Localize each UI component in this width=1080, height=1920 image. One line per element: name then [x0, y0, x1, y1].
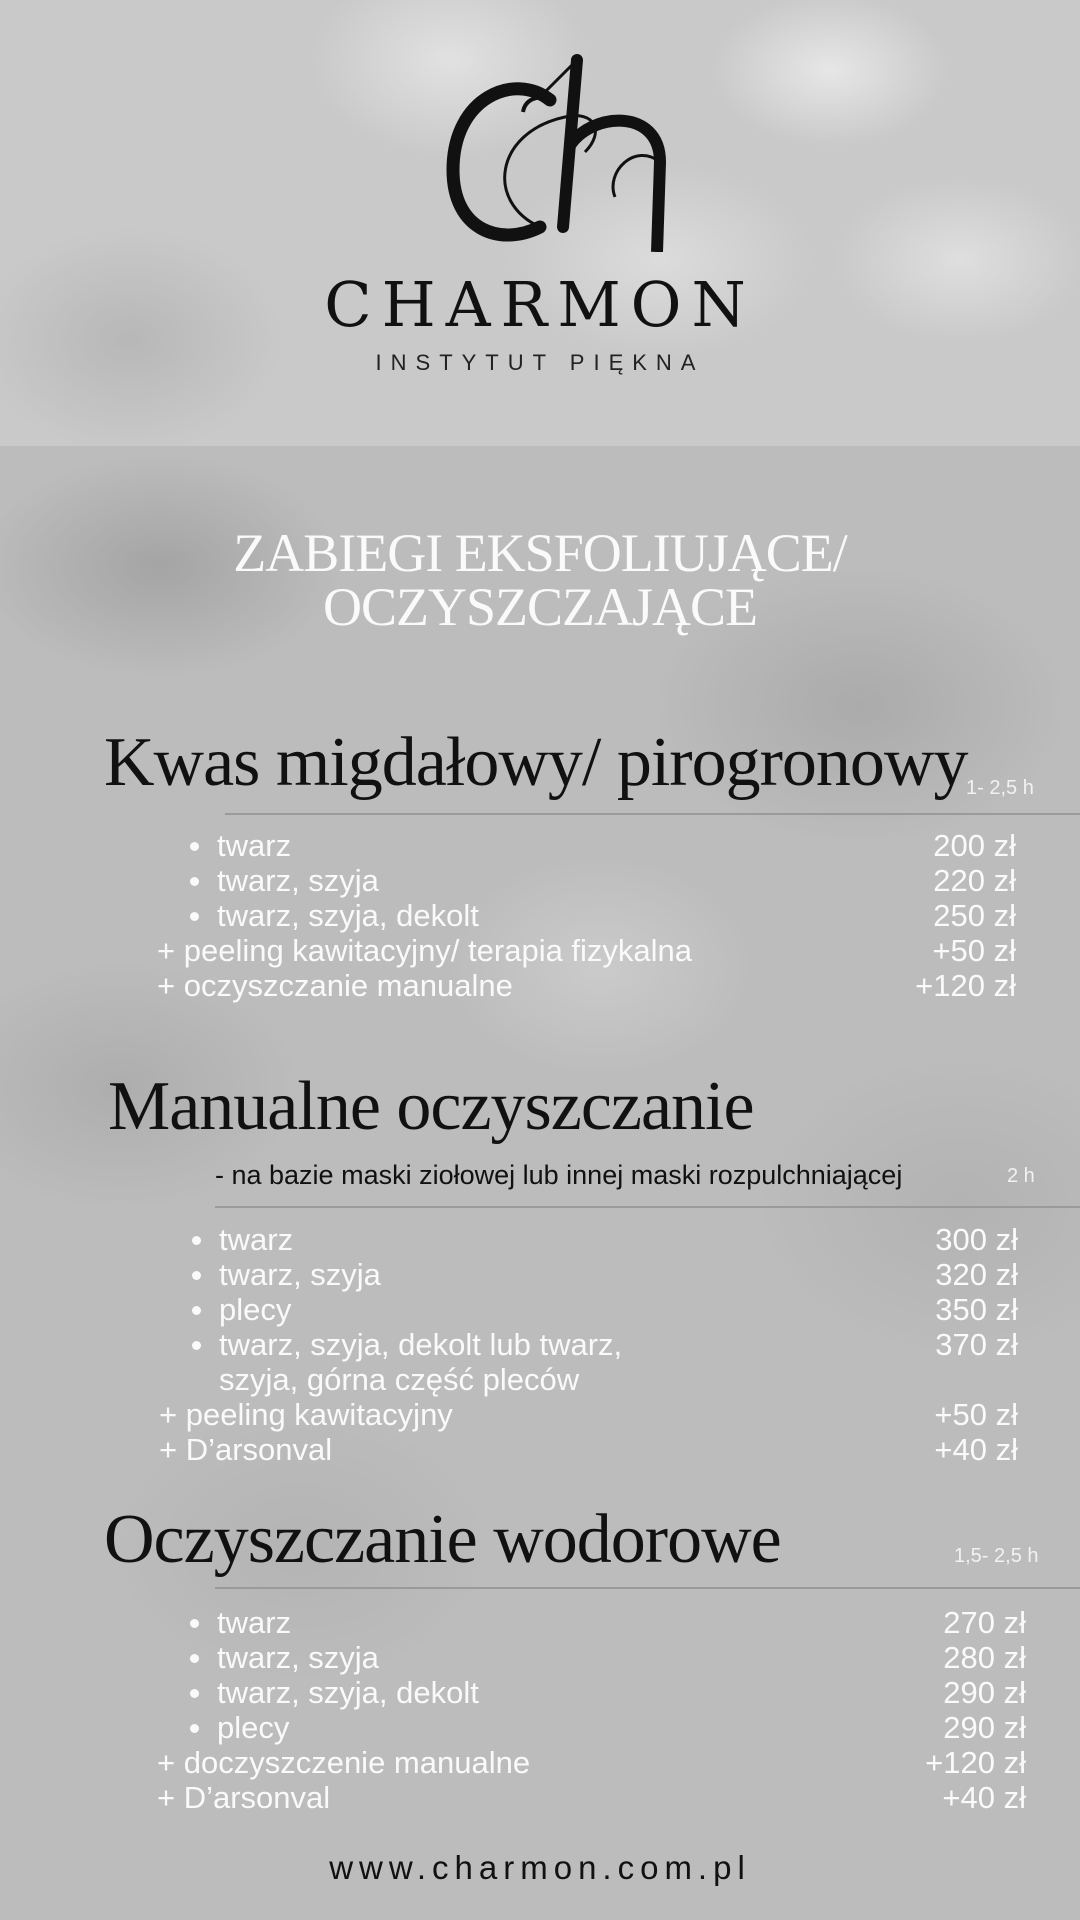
section-note-manualne: - na bazie maski ziołowej lub innej maski rozpulchniającej — [215, 1160, 903, 1190]
item-price: 290 zł — [943, 1675, 1026, 1710]
item-price: 270 zł — [943, 1605, 1026, 1640]
addon-price: +40 zł — [942, 1780, 1026, 1815]
item-price: 250 zł — [933, 898, 1016, 933]
item-label: twarz, szyja, dekolt lub twarz, — [219, 1327, 623, 1362]
addon-price: +120 zł — [925, 1745, 1026, 1780]
section-duration-manualne: 2 h — [1007, 1165, 1035, 1187]
addon-price: +40 zł — [934, 1432, 1018, 1467]
addon-label: + D’arsonval — [159, 1432, 333, 1467]
item-label: twarz, szyja, dekolt — [217, 898, 479, 933]
section-duration-kwas: 1- 2,5 h — [966, 777, 1034, 799]
brand-name: CHARMON — [324, 268, 756, 341]
list-item — [190, 1327, 1018, 1397]
item-price: 220 zł — [933, 863, 1016, 898]
addon-price: +120 zł — [915, 968, 1016, 1003]
bullet-icon — [190, 1654, 199, 1663]
bullet-icon — [190, 1689, 199, 1698]
bullet-icon — [190, 877, 199, 886]
item-price: 370 zł — [935, 1327, 1018, 1362]
section-divider — [215, 1587, 1080, 1589]
bullet-icon — [192, 1271, 201, 1280]
section-divider — [215, 1206, 1080, 1208]
bullet-icon — [190, 1619, 199, 1628]
addon-label: + peeling kawitacyjny/ terapia fizykalna — [157, 933, 693, 968]
bullet-icon — [190, 842, 199, 851]
page-title — [190, 523, 890, 637]
addon-label: + D’arsonval — [157, 1780, 331, 1815]
item-label: twarz, szyja — [219, 1257, 381, 1292]
section-divider — [225, 813, 1080, 815]
charmon-monogram-logo — [445, 52, 675, 252]
section-title-manualne: Manualne oczyszczanie — [108, 1068, 754, 1145]
website-link[interactable]: www.charmon.com.pl — [329, 1849, 751, 1886]
brand-subtitle: INSTYTUT PIĘKNA — [375, 350, 705, 375]
addon-price: +50 zł — [932, 933, 1016, 968]
addon-price: +50 zł — [934, 1397, 1018, 1432]
bullet-icon — [192, 1341, 201, 1350]
item-label: twarz, szyja, dekolt — [217, 1675, 479, 1710]
bullet-icon — [192, 1236, 201, 1245]
item-label: twarz — [217, 1605, 292, 1640]
item-label: plecy — [217, 1710, 290, 1745]
item-label: twarz — [219, 1222, 294, 1257]
item-label: twarz, szyja — [217, 1640, 379, 1675]
item-price: 200 zł — [933, 828, 1016, 863]
bullet-icon — [190, 1724, 199, 1733]
item-price: 280 zł — [943, 1640, 1026, 1675]
item-price: 300 zł — [935, 1222, 1018, 1257]
section-duration-wodorowe: 1,5- 2,5 h — [954, 1545, 1039, 1567]
bullet-icon — [192, 1306, 201, 1315]
item-label: twarz, szyja — [217, 863, 379, 898]
item-label: plecy — [219, 1292, 292, 1327]
page-title-line2: OCZYSZCZAJĄCE — [322, 577, 758, 637]
section-title-wodorowe: Oczyszczanie wodorowe — [104, 1501, 781, 1578]
item-price: 350 zł — [935, 1292, 1018, 1327]
addon-label: + peeling kawitacyjny — [159, 1397, 453, 1432]
bullet-icon — [190, 912, 199, 921]
addon-label: + doczyszczenie manualne — [157, 1745, 531, 1780]
page-title-line1: ZABIEGI EKSFOLIUJĄCE/ — [233, 523, 847, 583]
item-label-continued: szyja, górna część pleców — [219, 1362, 580, 1397]
addon-label: + oczyszczanie manualne — [157, 968, 513, 1003]
item-price: 320 zł — [935, 1257, 1018, 1292]
section-title-kwas: Kwas migdałowy/ pirogronowy — [104, 724, 968, 801]
item-label: twarz — [217, 828, 292, 863]
item-price: 290 zł — [943, 1710, 1026, 1745]
